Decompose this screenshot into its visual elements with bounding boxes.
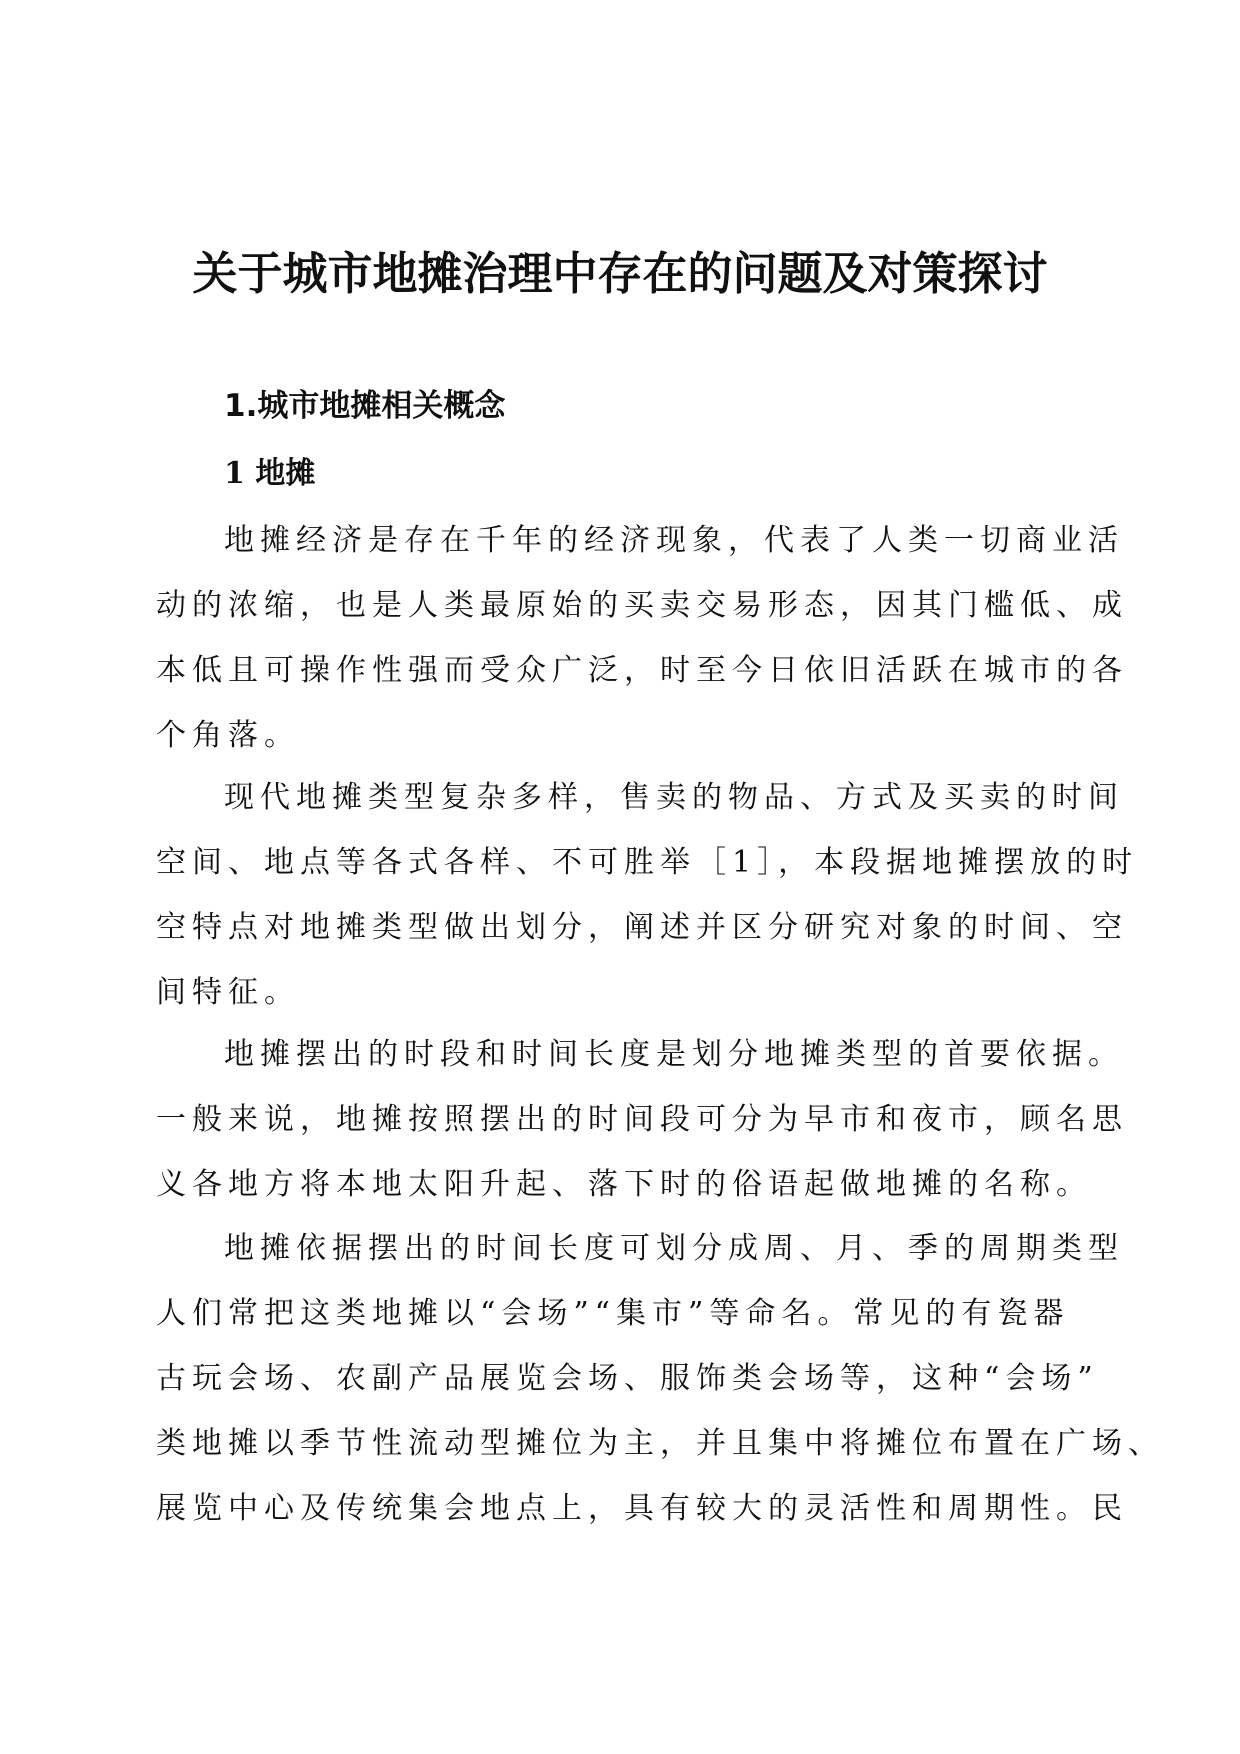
paragraph-line: 个角落。 (156, 718, 300, 753)
paragraph-line: 空特点对地摊类型做出划分，阐述并区分研究对象的时间、空 (156, 910, 1128, 945)
paragraph-1 (156, 508, 1128, 768)
paragraph-line: 本低且可操作性强而受众广泛，时至今日依旧活跃在城市的各 (156, 653, 1128, 688)
paragraph-line: 一般来说，地摊按照摆出的时间段可分为早市和夜市，顾名思 (156, 1102, 1128, 1137)
paragraph-line: 人们常把这类地摊以“会场”“集市”等命名。常见的有瓷器 (156, 1296, 1070, 1331)
paragraph-3 (156, 1022, 1128, 1217)
paragraph-line: 地摊依据摆出的时间长度可划分成周、月、季的周期类型 (224, 1231, 1124, 1266)
paragraph-line: 地摊摆出的时段和时间长度是划分地摊类型的首要依据。 (224, 1037, 1124, 1072)
paragraph-line: 古玩会场、农副产品展览会场、服饰类会场等，这种“会场” (156, 1361, 1099, 1396)
paragraph-line: 现代地摊类型复杂多样，售卖的物品、方式及买卖的时间 (224, 780, 1124, 815)
sub-heading: 1 地摊 (224, 456, 316, 491)
paragraph-line: 类地摊以季节性流动型摊位为主，并且集中将摊位布置在广场、 (156, 1426, 1164, 1461)
paragraph-2 (156, 765, 1139, 1025)
paragraph-line: 动的浓缩，也是人类最原始的买卖交易形态，因其门槛低、成 (156, 588, 1128, 623)
paragraph-line: 义各地方将本地太阳升起、落下时的俗语起做地摊的名称。 (156, 1167, 1092, 1202)
paragraph-line: 展览中心及传统集会地点上，具有较大的灵活性和周期性。民 (156, 1491, 1128, 1526)
paragraph-line: 地摊经济是存在千年的经济现象，代表了人类一切商业活 (224, 523, 1124, 558)
paragraph-line: 空间、地点等各式各样、不可胜举［1］，本段据地摊摆放的时 (156, 845, 1139, 880)
document-title: 关于城市地摊治理中存在的问题及对策探讨 (192, 247, 1048, 300)
section-heading: 1.城市地摊相关概念 (224, 388, 506, 424)
paragraph-line: 间特征。 (156, 975, 300, 1010)
paragraph-4 (156, 1216, 1164, 1541)
